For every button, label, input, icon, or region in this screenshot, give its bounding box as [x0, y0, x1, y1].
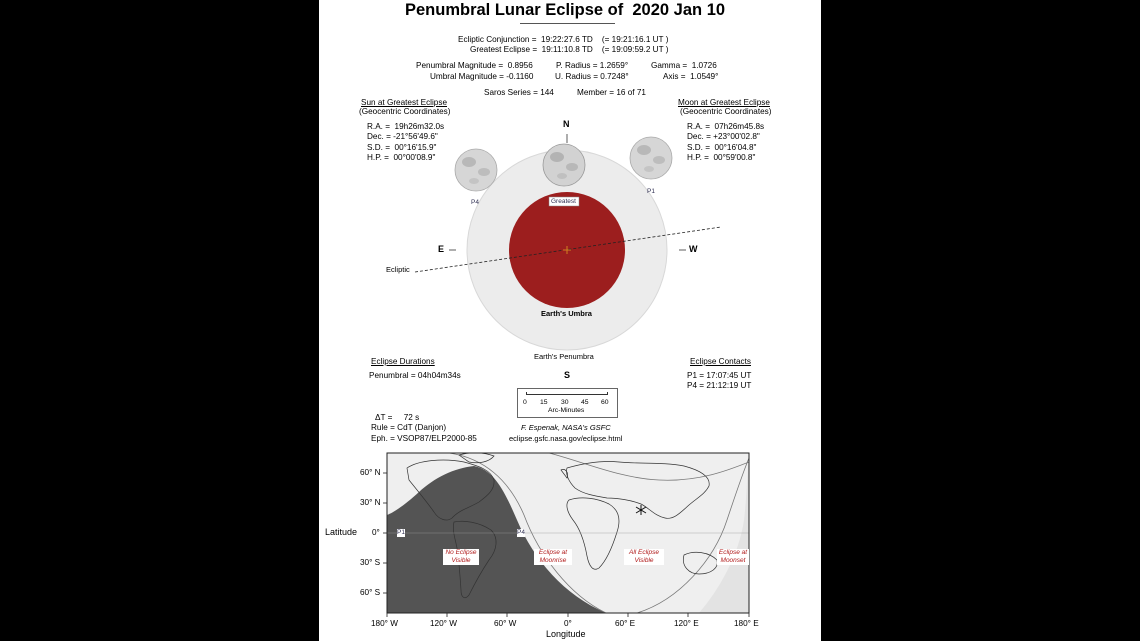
saros-member: Member = 16 of 71	[577, 88, 646, 97]
region-no-eclipse-line1: No Eclipse	[445, 549, 477, 556]
map-y-label: Latitude	[325, 527, 358, 537]
moon-ra: R.A. = 07h26m45.8s	[687, 122, 765, 131]
penumbral-duration: Penumbral = 04h04m34s	[369, 371, 461, 380]
region-moonrise	[534, 549, 572, 565]
sun-dec: Dec. = -21°56'49.6"	[367, 132, 438, 141]
ecliptic-label: Ecliptic	[386, 265, 410, 274]
rule: Rule = CdT (Danjon)	[371, 423, 447, 432]
region-moonrise-line2: Moonrise	[539, 557, 567, 564]
region-no-eclipse	[443, 549, 479, 565]
scale-tick: 15	[540, 399, 548, 406]
west-label: W	[689, 244, 698, 254]
map-lat-tick: 60° N	[360, 468, 381, 477]
region-all-visible-line2: Visible	[634, 557, 654, 564]
south-label: S	[564, 370, 571, 380]
greatest-label: Greatest	[551, 198, 576, 205]
u-radius: U. Radius = 0.7248°	[555, 72, 629, 81]
region-no-eclipse-line2: Visible	[451, 557, 471, 564]
region-moonset-line2: Moonset	[720, 557, 746, 564]
page-title: Penumbral Lunar Eclipse of 2020 Jan 10	[405, 1, 726, 19]
scale-tick: 60	[601, 399, 609, 406]
contacts-heading: Eclipse Contacts	[690, 357, 751, 366]
map-lon-tick: 180° E	[734, 619, 759, 628]
durations-heading: Eclipse Durations	[371, 357, 435, 366]
delta-t: ΔT = 72 s	[375, 413, 420, 422]
region-moonset	[717, 549, 749, 565]
umbra-label: Earth's Umbra	[541, 309, 592, 318]
moon-sd: S.D. = 00°16'04.8"	[687, 143, 757, 152]
sun-sd: S.D. = 00°16'15.9"	[367, 143, 437, 152]
map-lon-tick: 0°	[564, 619, 572, 628]
contact-p1: P1 = 17:07:45 UT	[687, 371, 752, 380]
map-x-label: Longitude	[546, 629, 586, 639]
map-lat-tick: 60° S	[360, 588, 381, 597]
region-all-visible	[624, 549, 664, 565]
p4-label: P4	[471, 199, 479, 206]
sun-hp: H.P. = 00°00'08.9"	[367, 153, 436, 162]
sun-heading: Sun at Greatest Eclipse	[361, 98, 448, 107]
map-lat-tick: 30° N	[360, 498, 381, 507]
sun-ra: R.A. = 19h26m32.0s	[367, 122, 445, 131]
penumbra-label: Earth's Penumbra	[534, 352, 594, 361]
map-lon-tick: 60° W	[494, 619, 517, 628]
sun-subheading: (Geocentric Coordinates)	[359, 107, 451, 116]
map-lat-tick: 30° S	[360, 558, 381, 567]
p1-label: P1	[647, 188, 655, 195]
moon-hp: H.P. = 00°59'00.8"	[687, 153, 756, 162]
p-radius: P. Radius = 1.2659°	[556, 61, 629, 70]
map-lon-tick: 120° E	[674, 619, 699, 628]
scale-tick: 45	[581, 399, 589, 406]
website-credit: eclipse.gsfc.nasa.gov/eclipse.html	[509, 434, 623, 443]
north-label: N	[563, 119, 570, 129]
eclipse-sheet	[319, 0, 821, 641]
scale-unit: Arc-Minutes	[548, 407, 585, 414]
moon-subheading: (Geocentric Coordinates)	[680, 107, 772, 116]
gamma: Gamma = 1.0726	[651, 61, 717, 70]
greatest-eclipse-time: Greatest Eclipse = 19:11:10.8 TD (= 19:09:59.2 UT )	[470, 45, 669, 54]
umbral-magnitude: Umbral Magnitude = -0.1160	[430, 72, 534, 81]
map-p1-label: P1	[397, 529, 405, 536]
region-all-visible-line1: All Eclipse	[629, 549, 659, 556]
penumbral-magnitude: Penumbral Magnitude = 0.8956	[416, 61, 533, 70]
region-moonrise-line1: Eclipse at	[538, 549, 568, 556]
region-moonset-line1: Eclipse at	[718, 549, 748, 556]
moon-dec: Dec. = +23°00'02.8"	[687, 132, 760, 141]
map-lon-tick: 120° W	[430, 619, 457, 628]
map-lat-tick: 0°	[372, 528, 380, 537]
author-credit: F. Espenak, NASA's GSFC	[521, 423, 611, 432]
contact-p4: P4 = 21:12:19 UT	[687, 381, 752, 390]
scale-tick: 0	[523, 399, 527, 406]
ecliptic-conjunction: Ecliptic Conjunction = 19:22:27.6 TD (= 19:21:16.1 UT )	[458, 35, 669, 44]
moon-heading: Moon at Greatest Eclipse	[678, 98, 770, 107]
scale-tick: 30	[561, 399, 569, 406]
visibility-map	[319, 0, 821, 641]
east-label: E	[438, 244, 445, 254]
ephemeris: Eph. = VSOP87/ELP2000-85	[371, 434, 477, 443]
map-p4-label: P4	[517, 529, 525, 536]
axis: Axis = 1.0549°	[663, 72, 719, 81]
map-lon-tick: 180° W	[371, 619, 398, 628]
saros-series: Saros Series = 144	[484, 88, 554, 97]
map-lon-tick: 60° E	[615, 619, 636, 628]
